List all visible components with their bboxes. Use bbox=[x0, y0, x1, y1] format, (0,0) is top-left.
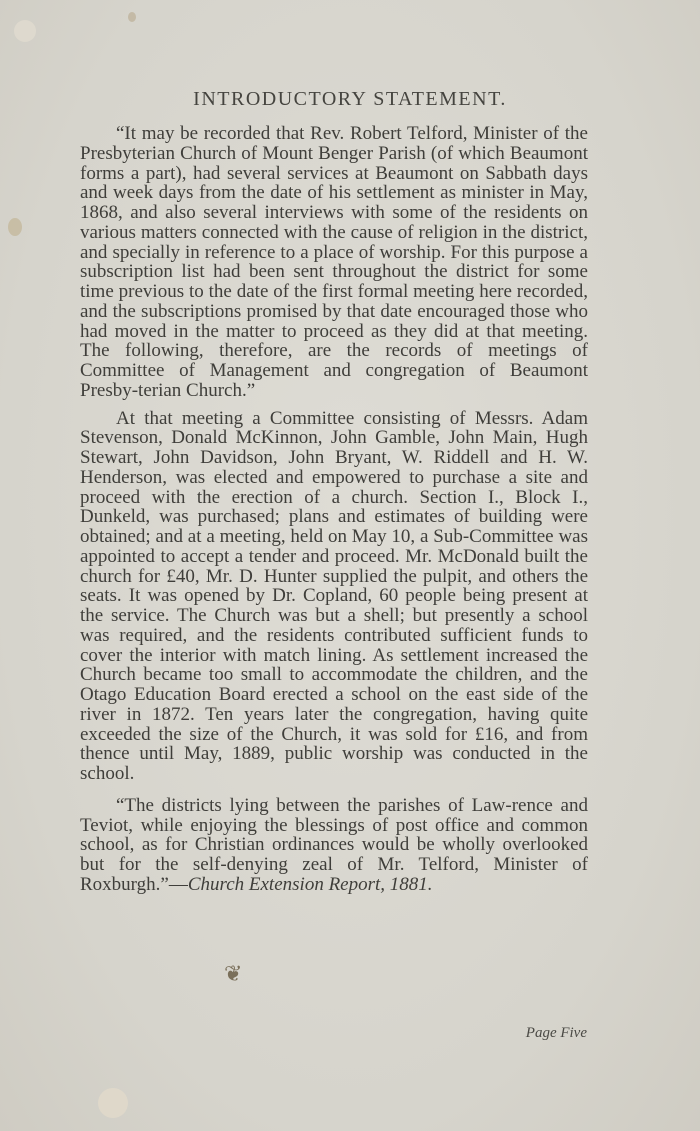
paragraph-quote bbox=[80, 796, 588, 895]
paper-stain bbox=[8, 218, 22, 236]
quote-text: “The districts lying between the parishes of Law-rence and Teviot, while enjoying the blessings of post office and common school, as for Christian ordinances would be wholly overlooked but for the self-denying zeal of Mr. Telford, Minister of Roxburgh.”— bbox=[80, 794, 588, 895]
quote-citation: Church Extension Report, 1881. bbox=[187, 873, 433, 895]
paper-stain bbox=[128, 12, 136, 22]
paragraph-committee: At that meeting a Committee consisting of Messrs. Adam Stevenson, Donald McKinnon, John Gamble, John Main, Hugh Stewart, John Davidson, John Bryant, W. Riddell and H. W. Henderson, was elected and empowered to purchase a site and proceed with the erection of a church. Section I., Block I., Dunkeld, was purchased; plans and estimates of building were obtained; and at a meeting, held on May 10, a Sub-Committee was appointed to accept a tender and proceed. Mr. McDonald built the church for £40, Mr. D. Hunter supplied the pulpit, and others the seats. It was opened by Dr. Copland, 60 people being present at the service. The Church was but a shell; but presently a school was required, and the residents contributed sufficient funds to cover the interior with match lining. As settlement increased the Church became too small to accommodate the children, and the Otago Education Board erected a school on the east side of the river in 1872. Ten years later the congregation, having quite exceeded the size of the Church, it was sold for £16, and from thence until May, 1889, public worship was conducted in the school. bbox=[80, 407, 588, 784]
paragraph-intro: “It may be recorded that Rev. Robert Telford, Minister of the Presbyterian Church of Mount Benger Parish (of which Beaumont forms a part), had several services at Beaumont on Sabbath days and week days from the date of his settlement as minister in May, 1868, and also several interviews with some of the residents on various matters connected with the cause of religion in the district, and specially in reference to a place of worship. For this purpose a subscription list had been sent throughout the district for some time previous to the date of the first formal meeting here recorded, and the subscriptions promised by that date encouraged those who had moved in the matter to proceed as they did at that meeting. The following, therefore, are the records of meetings of Committee of Management and congregation of Beaumont Presby-terian Church.” bbox=[80, 123, 588, 401]
document-body bbox=[80, 124, 588, 905]
paper-stain bbox=[14, 20, 36, 42]
page-number: Page Five bbox=[525, 1025, 587, 1041]
page-title: INTRODUCTORY STATEMENT. bbox=[193, 88, 507, 110]
printer-ornament-icon: ❦ bbox=[224, 962, 243, 987]
paper-stain bbox=[98, 1088, 128, 1118]
